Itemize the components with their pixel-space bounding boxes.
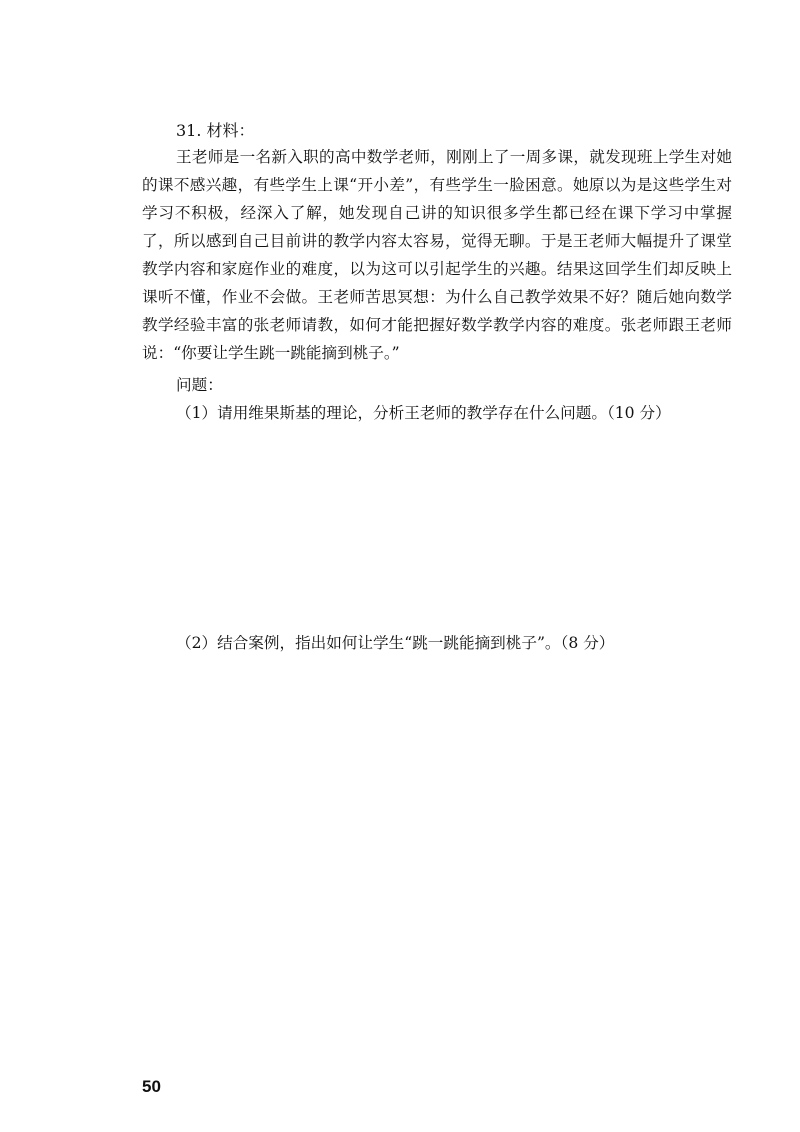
question-1: （1）请用维果斯基的理论，分析王老师的教学存在什么问题。（10 分）: [176, 404, 671, 422]
question-2: （2）结合案例，指出如何让学生“跳一跳能摘到桃子”。（8 分）: [176, 634, 615, 652]
question-heading: 31. 材料：: [176, 121, 255, 140]
questions-label: 问题：: [176, 376, 223, 394]
material-paragraph: 王老师是一名新入职的高中数学老师，刚刚上了一周多课，就发现班上学生对她的课不感兴趣，有些学生上课“开小差”，有些学生一脸困意。她原以为是这些学生对学习不积极，经深入了解，她发现自己讲的知识很多学生都已经在课下学习中掌握了，所以感到自己目前讲的教学内容太容易，觉得无聊。于是王老师大幅提升了课堂教学内容和家庭作业的难度，以为这可以引起学生的兴趣。结果这回学生们却反映上课听不懂，作业不会做。王老师苦思冥想：为什么自己教学效果不好？随后她向数学教学经验丰富的张老师请教，如何才能把握好数学教学内容的难度。张老师跟王老师说：“你要让学生跳一跳能摘到桃子。”: [142, 148, 732, 362]
page-number: 50: [142, 1077, 161, 1096]
